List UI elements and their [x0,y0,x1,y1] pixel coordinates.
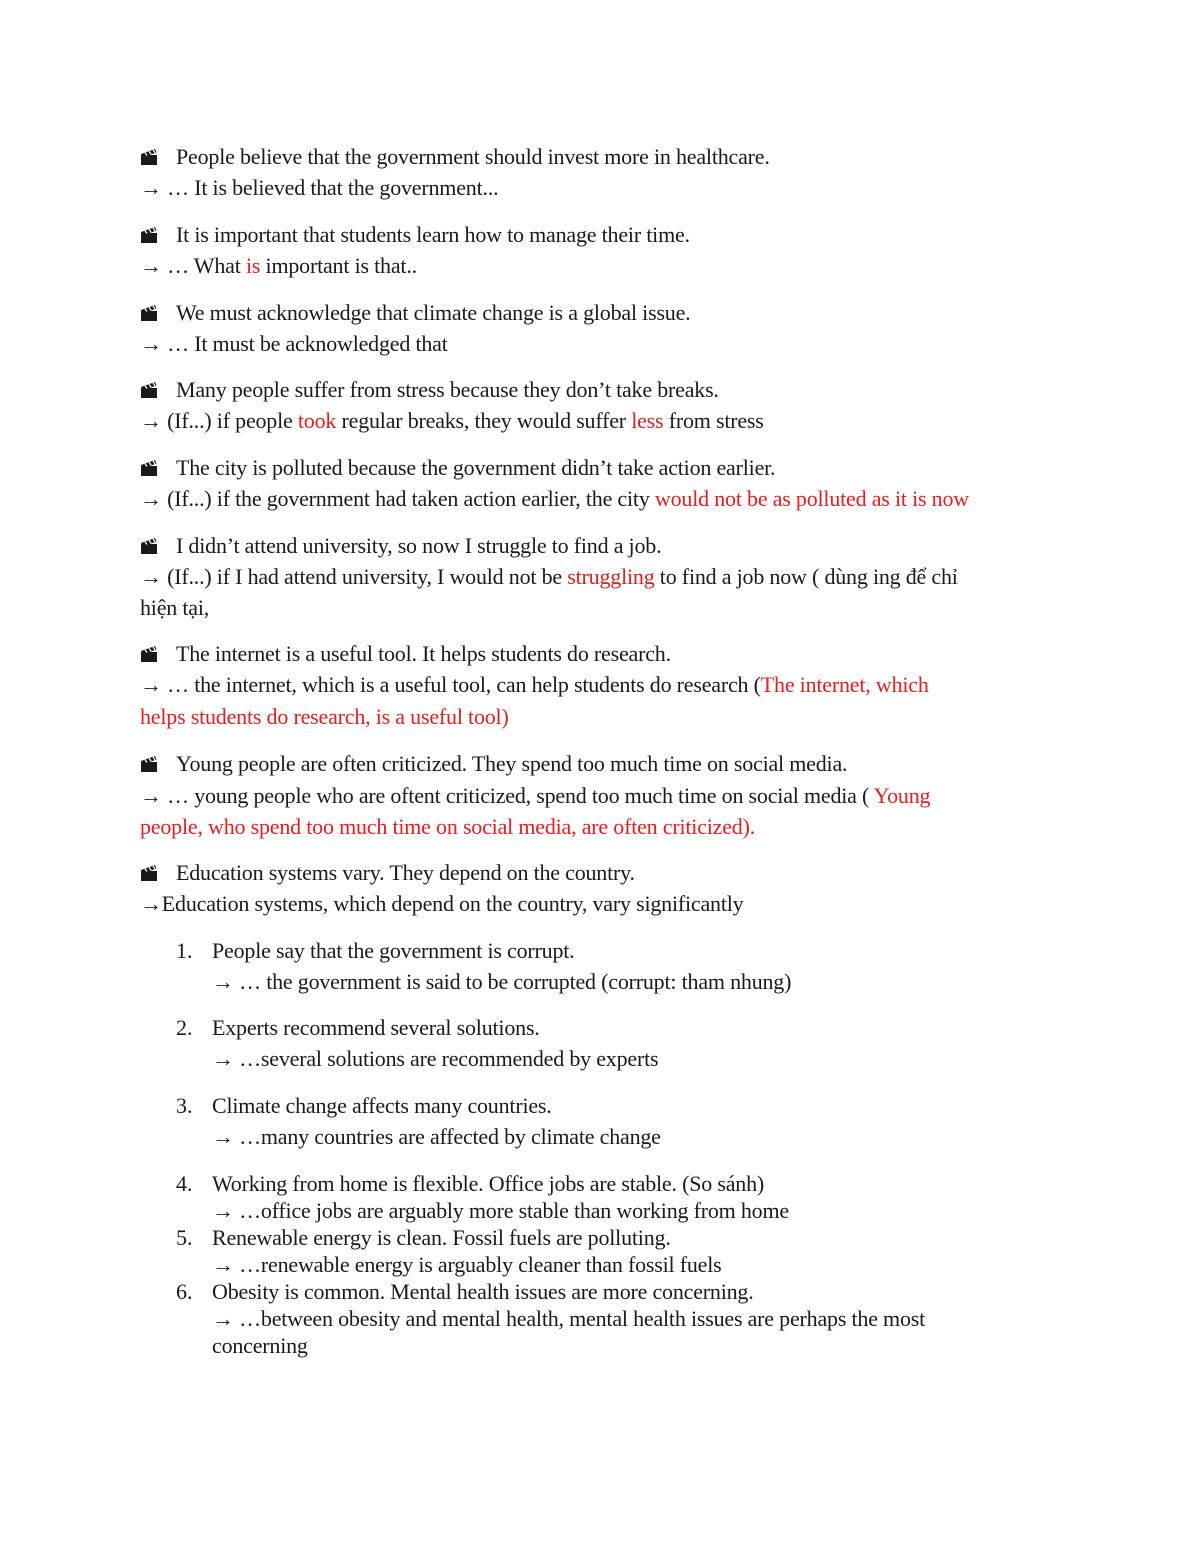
clapperboard-icon [140,864,162,882]
exercise-3-sentence: We must acknowledge that climate change is a global issue. [140,297,690,328]
exercise-1-sentence: People believe that the government should invest more in healthcare. [140,141,770,172]
clapperboard-icon [140,304,162,322]
exercise-7-answer: → … the internet, which is a useful tool, can help students do research (The internet, which [140,672,929,697]
list-item-answer: → …between obesity and mental health, mental health issues are perhaps the most [212,1306,926,1331]
list-item-answer-cont: concerning [212,1333,308,1358]
exercise-5-answer: → (If...) if the government had taken action earlier, the city would not be as polluted as it is now [140,486,969,511]
exercise-5-sentence: The city is polluted because the government didn’t take action earlier. [140,452,775,483]
list-item-answer: → … the government is said to be corrupted (corrupt: tham nhung) [212,969,792,994]
clapperboard-icon [140,537,162,555]
exercise-8-answer: → … young people who are oftent criticized, spend too much time on social media ( Young [140,783,931,808]
clapperboard-icon [140,381,162,399]
list-item-sentence: Working from home is flexible. Office jobs are stable. (So sánh) [212,1171,764,1196]
list-item-sentence: Climate change affects many countries. [212,1093,552,1118]
exercise-7-answer-cont: helps students do research, is a useful tool) [140,704,509,729]
list-item-sentence: Renewable energy is clean. Fossil fuels are polluting. [212,1225,671,1250]
exercise-7-sentence: The internet is a useful tool. It helps students do research. [140,638,671,669]
exercise-9-answer: →Education systems, which depend on the country, vary significantly [140,891,744,916]
list-number: 4. [176,1171,193,1196]
exercise-8-sentence: Young people are often criticized. They spend too much time on social media. [140,748,847,779]
list-item-answer: → …renewable energy is arguably cleaner than fossil fuels [212,1252,722,1277]
list-number: 3. [176,1093,193,1118]
list-item-sentence: Experts recommend several solutions. [212,1015,540,1040]
list-number: 6. [176,1279,193,1304]
exercise-6-answer-cont: hiện tại, [140,595,210,620]
clapperboard-icon [140,459,162,477]
list-item-sentence: People say that the government is corrupt. [212,938,575,963]
list-item-answer: → …office jobs are arguably more stable than working from home [212,1198,789,1223]
exercise-2-answer: → … What is important is that.. [140,253,417,278]
list-item-answer: → …many countries are affected by climate change [212,1124,661,1149]
exercise-6-sentence: I didn’t attend university, so now I struggle to find a job. [140,530,661,561]
exercise-6-answer: → (If...) if I had attend university, I would not be struggling to find a job now ( dùng ing để chỉ [140,564,958,589]
exercise-4-sentence: Many people suffer from stress because they don’t take breaks. [140,374,719,405]
exercise-1-answer: → … It is believed that the government... [140,175,499,200]
exercise-3-answer: → … It must be acknowledged that [140,331,448,356]
list-number: 1. [176,938,193,963]
clapperboard-icon [140,645,162,663]
list-number: 5. [176,1225,193,1250]
exercise-8-answer-cont: people, who spend too much time on social media, are often criticized). [140,814,756,839]
clapperboard-icon [140,755,162,773]
clapperboard-icon [140,226,162,244]
exercise-2-sentence: It is important that students learn how to manage their time. [140,219,690,250]
list-item-answer: → …several solutions are recommended by experts [212,1046,659,1071]
list-number: 2. [176,1015,193,1040]
exercise-4-answer: → (If...) if people took regular breaks, they would suffer less from stress [140,408,764,433]
list-item-sentence: Obesity is common. Mental health issues are more concerning. [212,1279,754,1304]
exercise-9-sentence: Education systems vary. They depend on the country. [140,857,635,888]
clapperboard-icon [140,148,162,166]
